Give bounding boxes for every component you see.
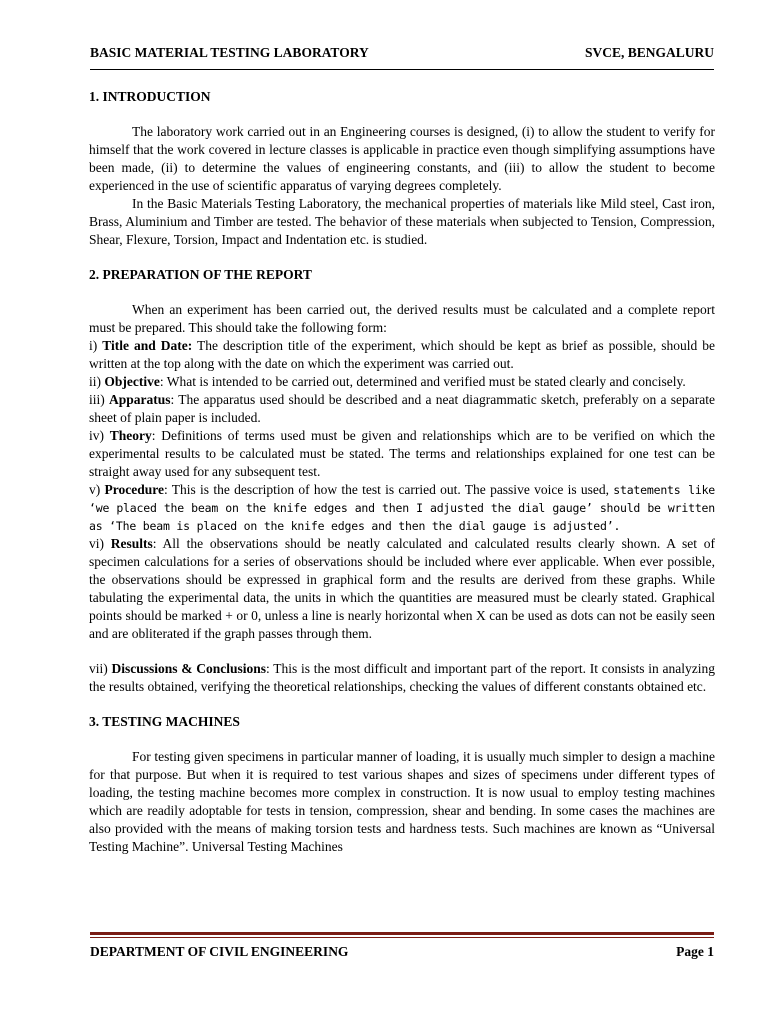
report-item-theory	[89, 427, 715, 481]
report-item-results	[89, 535, 715, 643]
report-item-procedure	[89, 481, 715, 535]
item-term: Discussions & Conclusions	[111, 661, 267, 676]
item-number: i)	[89, 338, 103, 353]
procedure-example-text: statements like ‘we placed the beam on the knife edges and then I adjusted the dial gauge’ should be written as ‘The beam is placed on the knife edges and then the dial gauge is adjusted’.	[89, 483, 716, 533]
report-item-title-date	[89, 337, 715, 373]
introduction-paragraph-1: The laboratory work carried out in an Engineering courses is designed, (i) to allow the student to verify for himself that the work covered in lecture classes is applicable in practice even though simplifying assumptions have been made, (ii) to determine the values of engineering constants, and (iii) to allow the student to become experienced in the use of scientific apparatus of varying degrees completely.	[89, 124, 715, 193]
item-number: ii)	[89, 374, 105, 389]
footer-rule-thin	[90, 937, 714, 938]
testing-machines-paragraph: For testing given specimens in particular manner of loading, it is usually much simpler to design a machine for that purpose. But when it is required to test various shapes and sizes of specimens under different types of loading, the testing machine becomes more complex in construction. It is now usual to employ testing machines which are readily adoptable for tests in tension, compression, shear and bending. In some cases the machines are also provided with the means of making torsion tests and hardness tests. Such machines are known as “Universal Testing Machine”. Universal Testing Machines	[89, 749, 715, 854]
section-heading-introduction: 1. INTRODUCTION	[89, 89, 211, 104]
item-text: The description title of the experiment, which should be kept as brief as possible, should be written at the top along with the date on which the experiment was carried out.	[89, 338, 716, 371]
report-intro-paragraph: When an experiment has been carried out, the derived results must be calculated and a complete report must be prepared. This should take the following form:	[89, 302, 715, 335]
item-number: iv)	[89, 428, 110, 443]
document-body	[89, 88, 715, 856]
item-text: : This is the most difficult and important part of the report. It consists in analyzing the results obtained, verifying the theoretical relationships, checking the values of different constants obtained etc.	[89, 661, 715, 694]
item-number: vi)	[89, 536, 111, 551]
item-text: : All the observations should be neatly calculated and calculated results clearly shown. A set of specimen calculations for a series of observations should be included where ever applicable. When ever possible, the observations should be expressed in graphical form and the results are derived from these graphs. While tabulating the experimental data, the units in which the quantities are measured must be clearly stated. Graphical points should be marked + or 0, unless a line is nearly horizontal when X can be used as dots can not be easily seen and are obliterated if the graph passes through them.	[89, 536, 715, 641]
footer-rule-thick	[90, 932, 714, 935]
item-number: v)	[89, 482, 105, 497]
item-text: : The apparatus used should be described and a neat diagrammatic sketch, preferably on a separate sheet of plain paper is included.	[89, 392, 716, 425]
item-number: vii)	[89, 661, 112, 676]
item-text: : This is the description of how the test is carried out. The passive voice is used,	[164, 482, 609, 497]
item-term: Theory	[109, 428, 152, 443]
header-institution: SVCE, BENGALURU	[584, 45, 714, 60]
report-item-apparatus	[89, 391, 715, 427]
header-lab-title: BASIC MATERIAL TESTING LABORATORY	[90, 45, 369, 60]
item-text: : What is intended to be carried out, determined and verified must be stated clearly and concisely.	[159, 374, 686, 389]
footer-department: DEPARTMENT OF CIVIL ENGINEERING	[90, 944, 349, 959]
report-item-objective	[89, 373, 715, 391]
footer-page-number: Page 1	[676, 944, 714, 959]
introduction-paragraph-2: In the Basic Materials Testing Laboratory, the mechanical properties of materials like Mild steel, Cast iron, Brass, Aluminium and Timber are tested. The behavior of these materials when subjected to Tension, Compression, Shear, Flexure, Torsion, Impact and Indentation etc. is studied.	[89, 196, 715, 247]
page-footer	[90, 944, 714, 964]
item-term: Procedure	[104, 482, 164, 497]
section-heading-testing-machines: 3. TESTING MACHINES	[89, 714, 240, 729]
item-term: Objective	[104, 374, 160, 389]
report-item-discussion	[89, 660, 715, 696]
header-rule	[90, 69, 714, 70]
item-term: Title and Date:	[102, 338, 193, 353]
item-term: Apparatus	[109, 392, 171, 407]
item-number: iii)	[89, 392, 110, 407]
item-term: Results	[110, 536, 153, 551]
section-heading-report: 2. PREPARATION OF THE REPORT	[89, 267, 312, 282]
page-header	[90, 45, 714, 65]
item-text: : Definitions of terms used must be given and relationships which are to be verified on which the experimental results to be calculated must be stated. The terms and relationships explained for one test can be straight away used for any subsequent test.	[89, 428, 716, 479]
